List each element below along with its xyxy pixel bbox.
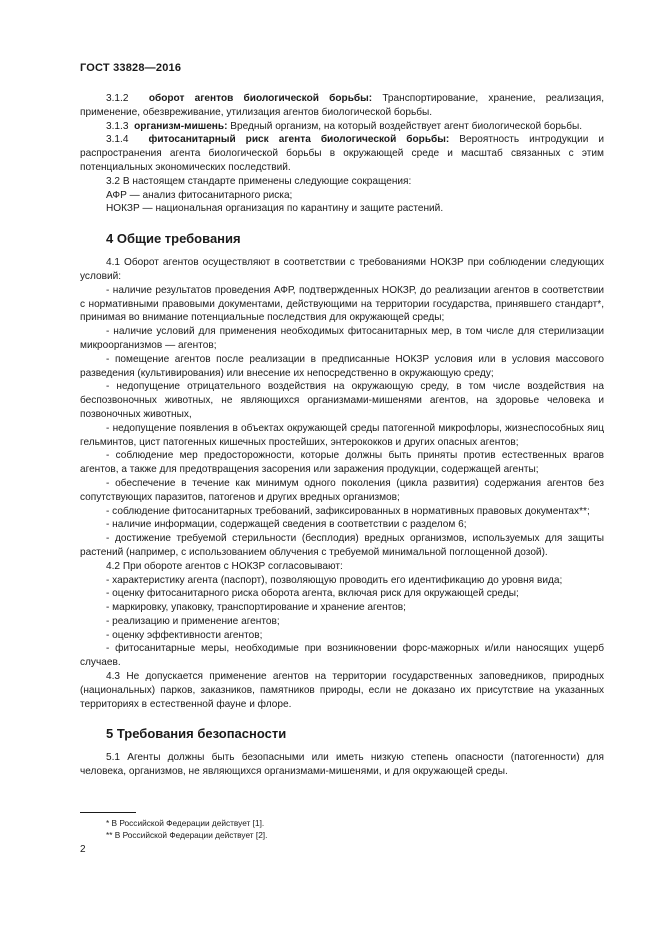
section-5-heading: 5 Требования безопасности bbox=[106, 726, 287, 742]
list-item: - реализацию и применение агентов; bbox=[106, 615, 280, 627]
clause-number: 3.1.3 bbox=[106, 120, 129, 132]
list-item: - наличие условий для применения необходимых фитосанитарных мер, в том числе для стерилизации микроорганизмов — агентов; bbox=[80, 326, 604, 351]
term: фитосанитарный риск агента биологической борьбы: bbox=[148, 134, 450, 146]
section-4-heading: 4 Общие требования bbox=[106, 231, 241, 247]
list-item: - соблюдение фитосанитарных требований, зафиксированных в нормативных правовых документах**; bbox=[106, 505, 590, 517]
list-item: - недопущение появления в объектах окружающей среды патогенной микрофлоры, жизнеспособных яиц гельминтов, цист патогенных кишечных простейших, энтерококков и других опасных агентов; bbox=[80, 422, 604, 448]
clause-4-2: 4.2 При обороте агентов с НОКЗР согласовывают: bbox=[106, 560, 343, 572]
list-item: - наличие результатов проведения АФР, подтвержденных НОКЗР, до реализации агентов в соответствии с нормативными правовыми документами, действующими на территории государства, принявшего стандарт*, принимая во внимание потенциальные последствия для окружающей среды; bbox=[80, 284, 604, 324]
clause-3-1-4 bbox=[80, 133, 604, 174]
definition: Транспортирование, хранение, реализация, применение, обезвреживание, утилизация агентов биологической борьбы. bbox=[80, 93, 604, 118]
clause-5-1: 5.1 Агенты должны быть безопасными или иметь низкую степень опасности (патогенности) для человека, организмов, не являющихся организмами-мишенями, и для окружающей среды. bbox=[80, 752, 604, 778]
definition: Вредный организм, на который воздействует агент биологической борьбы. bbox=[230, 120, 583, 132]
abbreviation-afr: АФР — анализ фитосанитарного риска; bbox=[106, 189, 293, 201]
clause-3-1-3 bbox=[80, 120, 604, 134]
definition: Вероятность интродукции и распространения агента биологической борьбы в окружающей среде и масштаб связанных с этим потенциальных экономических последствий. bbox=[80, 134, 604, 173]
page-body bbox=[80, 92, 604, 779]
footnotes bbox=[80, 812, 604, 841]
clause-4-3: 4.3 Не допускается применение агентов на территории государственных заповедников, природных (национальных) парков, заказников, памятников природы, если не доказано их присутствие на указанных территориях в естественной фауне и флоре. bbox=[80, 671, 604, 710]
clause-number: 3.1.4 bbox=[106, 134, 129, 146]
footnote-1: * В Российской Федерации действует [1]. bbox=[106, 818, 265, 828]
list-item: - достижение требуемой стерильности (бесплодия) вредных организмов, используемых для защиты растений (например, с использованием облучения с требуемой минимальной поглощенной дозой). bbox=[80, 533, 604, 558]
list-item: - недопущение отрицательного воздействия на окружающую среду, в том числе воздействия на беспозвоночных животных, не являющихся организмами-мишенями агентов, на здоровье человека и позвоночных животных, bbox=[80, 381, 604, 420]
clause-3-2: 3.2 В настоящем стандарте применены следующие сокращения: bbox=[106, 175, 412, 187]
clause-number: 3.1.2 bbox=[106, 93, 129, 104]
clause-3-1-2 bbox=[80, 92, 604, 120]
list-item: - характеристику агента (паспорт), позволяющую проводить его идентификацию до уровня вида; bbox=[106, 574, 563, 586]
abbreviation-nokzr: НОКЗР — национальная организация по карантину и защите растений. bbox=[106, 203, 444, 215]
clause-4-1: 4.1 Оборот агентов осуществляют в соответствии с требованиями НОКЗР при соблюдении следующих условий: bbox=[80, 257, 604, 282]
list-item: - маркировку, упаковку, транспортирование и хранение агентов; bbox=[106, 602, 406, 614]
document-code-header: ГОСТ 33828—2016 bbox=[80, 62, 182, 74]
list-item: - фитосанитарные меры, необходимые при возникновении форс-мажорных и/или наносящих ущерб случаев. bbox=[80, 643, 604, 669]
term: оборот агентов биологической борьбы: bbox=[148, 93, 373, 104]
list-item: - оценку эффективности агентов; bbox=[106, 629, 263, 641]
list-item: - помещение агентов после реализации в предписанные НОКЗР условия или в условия массового разведения (культивирования) или внесение их непосредственно в окружающую среду; bbox=[80, 353, 604, 379]
list-item: - соблюдение мер предосторожности, которые должны быть приняты против естественных врагов агентов, а также для предотвращения засорения или заражения продукции, содержащей агенты; bbox=[80, 450, 604, 476]
term: организм-мишень: bbox=[134, 120, 228, 132]
page-number: 2 bbox=[80, 844, 86, 855]
footnote-2: ** В Российской Федерации действует [2]. bbox=[106, 830, 268, 840]
list-item: - обеспечение в течение как минимум одного поколения (цикла развития) содержания агентов без сопутствующих паразитов, патогенов и других вредных организмов; bbox=[80, 477, 604, 503]
list-item: - наличие информации, содержащей сведения в соответствии с разделом 6; bbox=[106, 519, 467, 531]
list-item: - оценку фитосанитарного риска оборота агента, включая риск для окружающей среды; bbox=[106, 588, 519, 600]
